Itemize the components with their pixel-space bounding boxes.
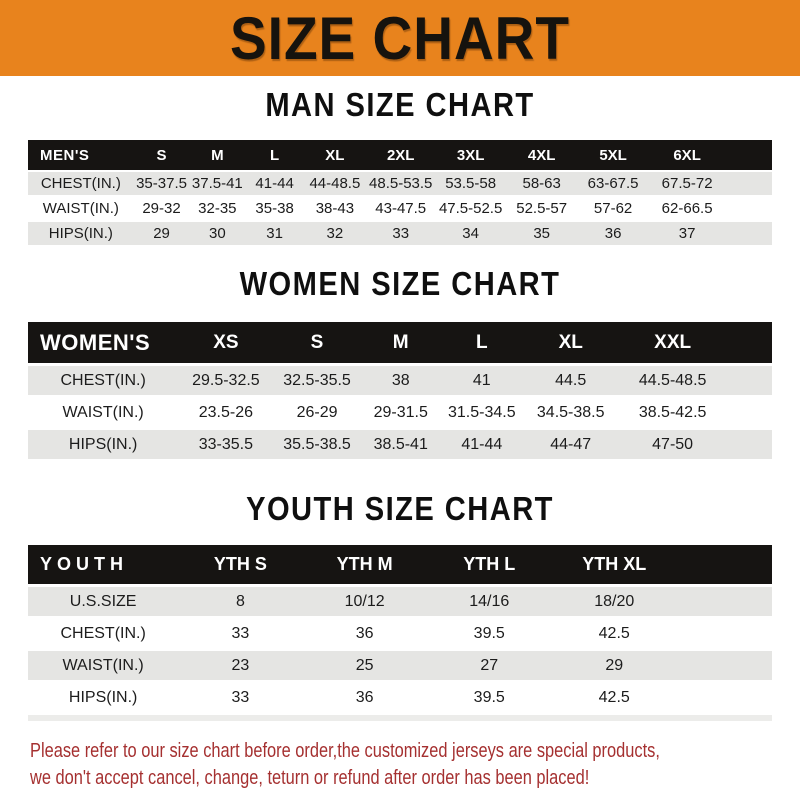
size-value-cell: 26-29	[274, 398, 361, 427]
size-value-cell: 34.5-38.5	[523, 398, 619, 427]
size-value-cell: 23	[178, 651, 302, 680]
size-value-cell: 53.5-58	[436, 172, 506, 195]
size-value-cell: 41-44	[441, 430, 523, 459]
row-spacer	[677, 619, 772, 648]
size-column-header: S	[134, 140, 190, 170]
size-chart-sections	[0, 89, 800, 721]
table-row	[28, 398, 772, 427]
size-column-header: 2XL	[366, 140, 436, 170]
row-spacer	[727, 366, 772, 395]
youth-size-table	[28, 542, 772, 715]
size-column-header: YTH M	[303, 545, 427, 584]
size-column-header: YTH XL	[552, 545, 677, 584]
size-value-cell: 18/20	[552, 587, 677, 616]
row-label: HIPS(IN.)	[28, 683, 178, 712]
size-value-cell: 27	[427, 651, 552, 680]
size-value-cell: 44-48.5	[304, 172, 366, 195]
row-spacer	[677, 683, 772, 712]
size-value-cell: 29	[552, 651, 677, 680]
group-label: MEN'S	[28, 140, 134, 170]
footer-note	[30, 738, 800, 792]
size-value-cell: 32-35	[189, 197, 245, 220]
table-row	[28, 172, 772, 195]
row-spacer	[727, 398, 772, 427]
size-value-cell: 58-63	[506, 172, 578, 195]
row-spacer	[727, 430, 772, 459]
size-value-cell: 42.5	[552, 619, 677, 648]
size-value-cell: 47.5-52.5	[436, 197, 506, 220]
row-spacer	[726, 222, 772, 245]
table-row	[28, 222, 772, 245]
size-value-cell: 47-50	[619, 430, 727, 459]
size-chart-banner	[0, 0, 800, 76]
size-value-cell: 43-47.5	[366, 197, 436, 220]
size-value-cell: 52.5-57	[506, 197, 578, 220]
women-size-table	[28, 319, 772, 462]
size-column-header: YTH S	[178, 545, 302, 584]
size-column-header: S	[274, 322, 361, 363]
row-label: CHEST(IN.)	[28, 172, 134, 195]
size-value-cell: 32	[304, 222, 366, 245]
header-spacer	[727, 322, 772, 363]
size-value-cell: 35.5-38.5	[274, 430, 361, 459]
size-value-cell: 29-31.5	[361, 398, 441, 427]
row-label: CHEST(IN.)	[28, 366, 178, 395]
row-spacer	[726, 197, 772, 220]
table-row	[28, 197, 772, 220]
row-label: WAIST(IN.)	[28, 398, 178, 427]
size-value-cell: 34	[436, 222, 506, 245]
size-value-cell: 36	[578, 222, 649, 245]
youth-section	[0, 493, 800, 721]
size-column-header: 3XL	[436, 140, 506, 170]
size-column-header: 4XL	[506, 140, 578, 170]
table-row	[28, 366, 772, 395]
section-title: WOMEN SIZE CHART	[239, 266, 561, 303]
row-spacer	[677, 651, 772, 680]
size-value-cell: 67.5-72	[648, 172, 725, 195]
row-label: U.S.SIZE	[28, 587, 178, 616]
row-spacer	[726, 172, 772, 195]
group-label: YOUTH	[28, 545, 178, 584]
size-value-cell: 39.5	[427, 683, 552, 712]
section-title: YOUTH SIZE CHART	[246, 491, 554, 528]
size-value-cell: 44.5	[523, 366, 619, 395]
size-column-header: XS	[178, 322, 273, 363]
size-column-header: M	[189, 140, 245, 170]
header-spacer	[677, 545, 772, 584]
size-value-cell: 62-66.5	[648, 197, 725, 220]
table-row	[28, 683, 772, 712]
size-value-cell: 38.5-42.5	[619, 398, 727, 427]
group-label: WOMEN'S	[28, 322, 178, 363]
row-label: HIPS(IN.)	[28, 430, 178, 459]
size-value-cell: 37.5-41	[189, 172, 245, 195]
table-bottom-strip	[28, 715, 772, 721]
size-value-cell: 33	[178, 683, 302, 712]
table-row	[28, 587, 772, 616]
size-value-cell: 42.5	[552, 683, 677, 712]
size-value-cell: 44-47	[523, 430, 619, 459]
size-value-cell: 25	[303, 651, 427, 680]
size-column-header: 5XL	[578, 140, 649, 170]
footer-line-1: Please refer to our size chart before order,the customized jerseys are special products,	[30, 740, 660, 762]
size-value-cell: 35-37.5	[134, 172, 190, 195]
size-value-cell: 32.5-35.5	[274, 366, 361, 395]
size-value-cell: 38.5-41	[361, 430, 441, 459]
size-value-cell: 41	[441, 366, 523, 395]
size-column-header: L	[245, 140, 304, 170]
size-value-cell: 33	[366, 222, 436, 245]
size-value-cell: 29	[134, 222, 190, 245]
size-value-cell: 63-67.5	[578, 172, 649, 195]
size-column-header: XXL	[619, 322, 727, 363]
size-value-cell: 10/12	[303, 587, 427, 616]
row-spacer	[677, 587, 772, 616]
size-value-cell: 31	[245, 222, 304, 245]
size-value-cell: 39.5	[427, 619, 552, 648]
header-spacer	[726, 140, 772, 170]
men-size-table	[28, 138, 772, 247]
size-value-cell: 14/16	[427, 587, 552, 616]
size-value-cell: 36	[303, 683, 427, 712]
row-label: HIPS(IN.)	[28, 222, 134, 245]
size-value-cell: 37	[648, 222, 725, 245]
footer-line-2: we don't accept cancel, change, teturn or refund after order has been placed!	[30, 767, 590, 789]
table-row	[28, 430, 772, 459]
table-row	[28, 619, 772, 648]
size-value-cell: 29-32	[134, 197, 190, 220]
row-label: CHEST(IN.)	[28, 619, 178, 648]
size-column-header: L	[441, 322, 523, 363]
size-value-cell: 30	[189, 222, 245, 245]
banner-title: SIZE CHART	[230, 3, 570, 72]
size-value-cell: 57-62	[578, 197, 649, 220]
table-row	[28, 651, 772, 680]
size-value-cell: 38	[361, 366, 441, 395]
size-value-cell: 44.5-48.5	[619, 366, 727, 395]
size-value-cell: 31.5-34.5	[441, 398, 523, 427]
row-label: WAIST(IN.)	[28, 651, 178, 680]
size-value-cell: 36	[303, 619, 427, 648]
size-value-cell: 8	[178, 587, 302, 616]
men-section	[0, 89, 800, 247]
size-value-cell: 48.5-53.5	[366, 172, 436, 195]
size-value-cell: 33-35.5	[178, 430, 273, 459]
size-value-cell: 41-44	[245, 172, 304, 195]
size-value-cell: 33	[178, 619, 302, 648]
size-value-cell: 23.5-26	[178, 398, 273, 427]
size-column-header: XL	[304, 140, 366, 170]
row-label: WAIST(IN.)	[28, 197, 134, 220]
size-value-cell: 29.5-32.5	[178, 366, 273, 395]
size-column-header: YTH L	[427, 545, 552, 584]
section-title: MAN SIZE CHART	[265, 87, 535, 124]
table-header-row	[28, 545, 772, 584]
table-header-row	[28, 322, 772, 363]
size-column-header: 6XL	[648, 140, 725, 170]
size-column-header: M	[361, 322, 441, 363]
size-value-cell: 35-38	[245, 197, 304, 220]
table-header-row	[28, 140, 772, 170]
women-section	[0, 268, 800, 462]
size-value-cell: 38-43	[304, 197, 366, 220]
size-value-cell: 35	[506, 222, 578, 245]
size-column-header: XL	[523, 322, 619, 363]
